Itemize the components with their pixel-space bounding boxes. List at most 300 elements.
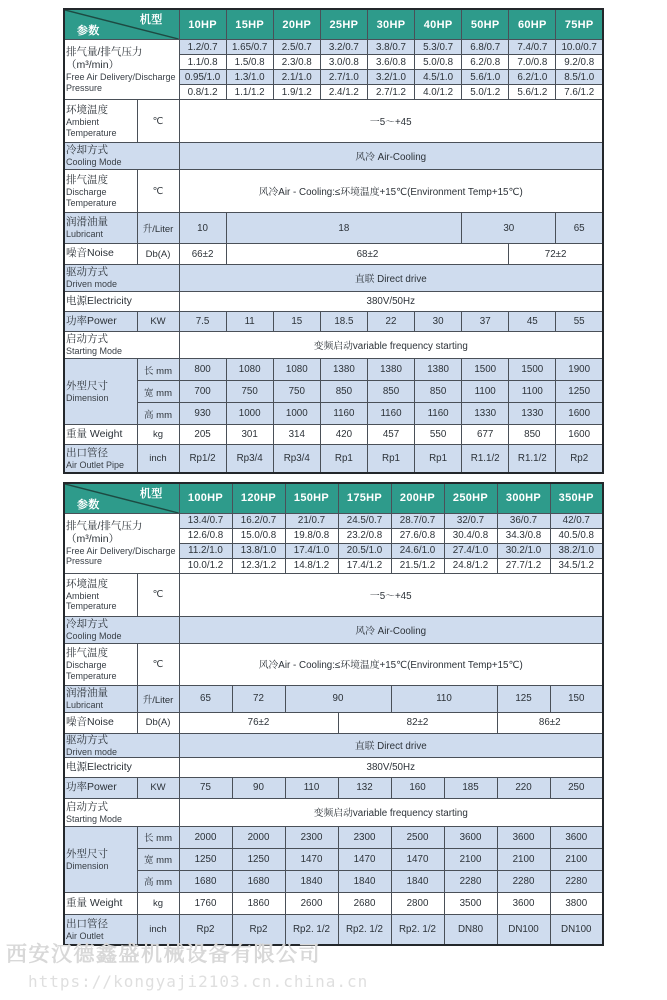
param-label (64, 757, 179, 777)
value-cell: 1330 (462, 403, 509, 425)
value-cell: 13.8/1.0 (232, 543, 285, 558)
column-header-20HP: 20HP (273, 9, 320, 40)
value-cell: 3600 (444, 826, 497, 848)
value-cell: 11.2/1.0 (179, 543, 232, 558)
table-row (64, 425, 603, 445)
value-cell: 20.5/1.0 (338, 543, 391, 558)
value-cell: 9.2/0.8 (556, 55, 603, 70)
value-cell: 4.5/1.0 (415, 70, 462, 85)
value-cell: 76±2 (179, 712, 338, 733)
unit-cell: 长 mm (137, 359, 179, 381)
value-cell: 1160 (415, 403, 462, 425)
value-cell: 72±2 (509, 244, 603, 265)
param-label-en: Lubricant (66, 229, 104, 240)
watermark (6, 943, 368, 991)
table-row (64, 312, 603, 332)
param-label-en: Discharge Temperature (66, 660, 117, 681)
value-cell: 3600 (497, 892, 550, 914)
value-cell: 1250 (556, 381, 603, 403)
param-label (64, 100, 137, 143)
value-cell: Rp2. 1/2 (285, 914, 338, 945)
unit-cell: Db(A) (137, 712, 179, 733)
param-label (64, 616, 179, 643)
value-cell: 550 (415, 425, 462, 445)
table-row (64, 244, 603, 265)
value-cell: Rp2 (179, 914, 232, 945)
column-header-40HP: 40HP (415, 9, 462, 40)
value-cell: 3.2/1.0 (367, 70, 414, 85)
value-cell: 一5～+45 (179, 100, 603, 143)
table-row (64, 332, 603, 359)
value-cell: 677 (462, 425, 509, 445)
value-cell: 1160 (320, 403, 367, 425)
value-cell: 10.0/0.7 (556, 40, 603, 55)
value-cell: 457 (367, 425, 414, 445)
param-label-cn: 出口管径 (66, 446, 108, 459)
value-cell: 直联 Direct drive (179, 733, 603, 757)
value-cell: 82±2 (338, 712, 497, 733)
value-cell: Rp2 (232, 914, 285, 945)
table-row (64, 914, 603, 945)
corner-cell (64, 9, 179, 40)
value-cell: 1840 (338, 870, 391, 892)
unit-cell: Db(A) (137, 244, 179, 265)
param-label (64, 513, 179, 573)
unit-cell: ℃ (137, 573, 179, 616)
param-label-cn: 润滑油量 (66, 216, 108, 229)
column-header-10HP: 10HP (179, 9, 226, 40)
value-cell: 28.7/0.7 (391, 513, 444, 528)
value-cell: 800 (179, 359, 226, 381)
column-header-30HP: 30HP (367, 9, 414, 40)
value-cell: 125 (497, 685, 550, 712)
param-label-en: Cooling Mode (66, 157, 122, 168)
column-header-120HP: 120HP (232, 483, 285, 514)
value-cell: 65 (179, 685, 232, 712)
column-header-350HP: 350HP (550, 483, 603, 514)
value-cell: 314 (273, 425, 320, 445)
param-label-cn: 电源Electricity (66, 760, 132, 773)
table-row (64, 848, 603, 870)
param-label (64, 798, 179, 826)
table-row (64, 40, 603, 55)
table-row (64, 712, 603, 733)
value-cell: 1.1/1.2 (226, 85, 273, 100)
param-label (64, 312, 137, 332)
value-cell: 2.3/0.8 (273, 55, 320, 70)
param-label (64, 892, 137, 914)
table-row (64, 616, 603, 643)
value-cell: 5.6/1.0 (462, 70, 509, 85)
value-cell: 1.1/0.8 (179, 55, 226, 70)
value-cell: 30.4/0.8 (444, 528, 497, 543)
param-label (64, 573, 137, 616)
value-cell: Rp2. 1/2 (391, 914, 444, 945)
param-label-en: Driven mode (66, 746, 118, 757)
value-cell: 36/0.7 (497, 513, 550, 528)
table-row (64, 757, 603, 777)
value-cell: 10.0/1.2 (179, 558, 232, 573)
value-cell: 10 (179, 213, 226, 244)
unit-cell: 高 mm (137, 403, 179, 425)
value-cell: 1160 (367, 403, 414, 425)
value-cell: 2600 (285, 892, 338, 914)
value-cell: 1470 (285, 848, 338, 870)
value-cell: 1500 (509, 359, 556, 381)
value-cell: 1470 (338, 848, 391, 870)
value-cell: 75 (179, 777, 232, 798)
table-row (64, 445, 603, 473)
column-header-50HP: 50HP (462, 9, 509, 40)
table-row (64, 798, 603, 826)
unit-cell: inch (137, 914, 179, 945)
corner-cell (64, 483, 179, 514)
param-label-cn: 冷却方式 (66, 617, 108, 630)
table-row (64, 513, 603, 528)
value-cell: 110 (285, 777, 338, 798)
param-label-en: Driven mode (66, 279, 118, 290)
value-cell: 1250 (179, 848, 232, 870)
value-cell: 变频启动variable frequency starting (179, 332, 603, 359)
param-label-cn: 外型尺寸 (66, 847, 108, 860)
value-cell: 13.4/0.7 (179, 513, 232, 528)
param-label (64, 292, 179, 312)
unit-cell: KW (137, 777, 179, 798)
value-cell: 3.6/0.8 (367, 55, 414, 70)
table-row (64, 143, 603, 170)
value-cell: 2280 (550, 870, 603, 892)
value-cell: Rp1 (320, 445, 367, 473)
param-label-en: Air Outlet (66, 931, 104, 942)
param-label-cn: 噪音Noise (66, 715, 114, 728)
param-label-cn: 排气量/排气压力（m³/min） (66, 46, 143, 72)
value-cell: 24.5/0.7 (338, 513, 391, 528)
value-cell: 30.2/1.0 (497, 543, 550, 558)
table-row (64, 265, 603, 292)
value-cell: 1760 (179, 892, 232, 914)
param-label (64, 914, 137, 945)
corner-param-label: 参数 (77, 25, 100, 37)
value-cell: 7.0/0.8 (509, 55, 556, 70)
param-label-en: Ambient Temperature (66, 590, 117, 612)
value-cell: 34.3/0.8 (497, 528, 550, 543)
param-label-en: Discharge Temperature (66, 187, 117, 208)
param-label-en: Starting Mode (66, 346, 123, 357)
value-cell: 27.4/1.0 (444, 543, 497, 558)
value-cell: 直联 Direct drive (179, 265, 603, 292)
value-cell: 850 (509, 425, 556, 445)
value-cell: 18.5 (320, 312, 367, 332)
unit-cell: 升/Liter (137, 213, 179, 244)
column-header-175HP: 175HP (338, 483, 391, 514)
spec-table-2 (63, 482, 604, 947)
value-cell: 3600 (497, 826, 550, 848)
value-cell: R1.1/2 (509, 445, 556, 473)
value-cell: 1100 (509, 381, 556, 403)
value-cell: 3.2/0.7 (320, 40, 367, 55)
value-cell: 32/0.7 (444, 513, 497, 528)
value-cell: 420 (320, 425, 367, 445)
value-cell: 1500 (462, 359, 509, 381)
value-cell: DN100 (497, 914, 550, 945)
param-label (64, 170, 137, 213)
value-cell: 1250 (232, 848, 285, 870)
param-label-cn: 排气量/排气压力（m³/min） (66, 519, 143, 545)
watermark-company-name: 西安汉德鑫盛机械设备有限公司 (6, 943, 321, 966)
param-label-cn: 外型尺寸 (66, 379, 108, 392)
column-header-75HP: 75HP (556, 9, 603, 40)
value-cell: 42/0.7 (550, 513, 603, 528)
value-cell: 23.2/0.8 (338, 528, 391, 543)
param-label-en: Air Outlet Pipe (66, 459, 125, 470)
column-header-300HP: 300HP (497, 483, 550, 514)
param-label-en: Lubricant (66, 699, 104, 710)
value-cell: 2.7/1.2 (367, 85, 414, 100)
value-cell: 1000 (273, 403, 320, 425)
value-cell: R1.1/2 (462, 445, 509, 473)
value-cell: 21.5/1.2 (391, 558, 444, 573)
param-label-cn: 环境温度 (66, 104, 108, 117)
unit-cell: kg (137, 425, 179, 445)
value-cell: 1840 (391, 870, 444, 892)
value-cell: 185 (444, 777, 497, 798)
value-cell: 变频启动variable frequency starting (179, 798, 603, 826)
value-cell: 1900 (556, 359, 603, 381)
value-cell: 11 (226, 312, 273, 332)
value-cell: 850 (415, 381, 462, 403)
value-cell: 2.4/1.2 (320, 85, 367, 100)
value-cell: 150 (550, 685, 603, 712)
column-header-100HP: 100HP (179, 483, 232, 514)
param-label-cn: 排气温度 (66, 174, 108, 187)
value-cell: 1080 (226, 359, 273, 381)
value-cell: 1380 (367, 359, 414, 381)
value-cell: 7.6/1.2 (556, 85, 603, 100)
value-cell: 37 (462, 312, 509, 332)
table-row (64, 170, 603, 213)
value-cell: 6.8/0.7 (462, 40, 509, 55)
value-cell: 2500 (391, 826, 444, 848)
value-cell: 19.8/0.8 (285, 528, 338, 543)
value-cell: 850 (320, 381, 367, 403)
value-cell: 2300 (285, 826, 338, 848)
param-label-cn: 驱动方式 (66, 733, 108, 746)
value-cell: 2680 (338, 892, 391, 914)
param-label-en: Cooling Mode (66, 630, 122, 641)
value-cell: 0.95/1.0 (179, 70, 226, 85)
param-label (64, 244, 137, 265)
value-cell: 2300 (338, 826, 391, 848)
value-cell: 1600 (556, 425, 603, 445)
value-cell: 2.1/1.0 (273, 70, 320, 85)
unit-cell: 升/Liter (137, 685, 179, 712)
column-header-250HP: 250HP (444, 483, 497, 514)
value-cell: 55 (556, 312, 603, 332)
value-cell: 5.6/1.2 (509, 85, 556, 100)
table-row (64, 733, 603, 757)
table-row (64, 777, 603, 798)
value-cell: 2000 (179, 826, 232, 848)
watermark-url[interactable]: https://kongyaji2103.cn.china.cn (28, 972, 369, 992)
param-label-cn: 电源Electricity (66, 294, 132, 307)
param-label-cn: 驱动方式 (66, 266, 108, 279)
value-cell: 700 (179, 381, 226, 403)
value-cell: 750 (226, 381, 273, 403)
value-cell: DN100 (550, 914, 603, 945)
value-cell: 2100 (444, 848, 497, 870)
param-label (64, 733, 179, 757)
spec-table-1 (63, 8, 604, 474)
value-cell: 90 (232, 777, 285, 798)
param-label-en: Starting Mode (66, 813, 123, 824)
param-label-cn: 环境温度 (66, 577, 108, 590)
param-label-cn: 启动方式 (66, 333, 108, 346)
table-row (64, 100, 603, 143)
param-label (64, 826, 137, 892)
value-cell: 380V/50Hz (179, 292, 603, 312)
value-cell: 3600 (550, 826, 603, 848)
value-cell: 12.3/1.2 (232, 558, 285, 573)
table-row (64, 643, 603, 685)
param-label-cn: 出口管径 (66, 917, 108, 930)
value-cell: Rp1/2 (179, 445, 226, 473)
column-header-200HP: 200HP (391, 483, 444, 514)
value-cell: 1.5/0.8 (226, 55, 273, 70)
value-cell: 45 (509, 312, 556, 332)
param-label-en: Free Air Delivery/Discharge Pressure (66, 545, 176, 567)
value-cell: DN80 (444, 914, 497, 945)
value-cell: 380V/50Hz (179, 757, 603, 777)
value-cell: 2100 (550, 848, 603, 870)
value-cell: 1860 (232, 892, 285, 914)
value-cell: 一5～+45 (179, 573, 603, 616)
value-cell: 27.6/0.8 (391, 528, 444, 543)
table-row (64, 892, 603, 914)
param-label-en: Ambient Temperature (66, 117, 117, 138)
param-label-en: Free Air Delivery/Discharge Pressure (66, 72, 176, 93)
value-cell: 18 (226, 213, 462, 244)
param-label-cn: 排气温度 (66, 647, 108, 660)
value-cell: 5.0/0.8 (415, 55, 462, 70)
value-cell: 1840 (285, 870, 338, 892)
param-label-cn: 噪音Noise (66, 247, 114, 260)
value-cell: 930 (179, 403, 226, 425)
value-cell: 风冷 Air-Cooling (179, 143, 603, 170)
value-cell: 220 (497, 777, 550, 798)
value-cell: 2800 (391, 892, 444, 914)
value-cell: 15 (273, 312, 320, 332)
corner-model-label: 机型 (139, 14, 163, 26)
value-cell: 132 (338, 777, 391, 798)
value-cell: 68±2 (226, 244, 509, 265)
value-cell: 7.4/0.7 (509, 40, 556, 55)
column-header-25HP: 25HP (320, 9, 367, 40)
value-cell: 1380 (320, 359, 367, 381)
value-cell: 27.7/1.2 (497, 558, 550, 573)
value-cell: 24.8/1.2 (444, 558, 497, 573)
unit-cell: 宽 mm (137, 848, 179, 870)
value-cell: 34.5/1.2 (550, 558, 603, 573)
param-label-cn: 重量 Weight (66, 896, 123, 909)
value-cell: Rp3/4 (226, 445, 273, 473)
table-row (64, 685, 603, 712)
param-label-cn: 功率Power (66, 781, 117, 794)
value-cell: 3.0/0.8 (320, 55, 367, 70)
value-cell: 1.2/0.7 (179, 40, 226, 55)
value-cell: 7.5 (179, 312, 226, 332)
param-label (64, 143, 179, 170)
value-cell: 5.0/1.2 (462, 85, 509, 100)
value-cell: 17.4/1.2 (338, 558, 391, 573)
param-label (64, 712, 137, 733)
unit-cell: kg (137, 892, 179, 914)
value-cell: 风冷 Air-Cooling (179, 616, 603, 643)
value-cell: 250 (550, 777, 603, 798)
value-cell: 160 (391, 777, 444, 798)
value-cell: Rp3/4 (273, 445, 320, 473)
param-label (64, 359, 137, 425)
value-cell: 风冷Air - Cooling:≤环境温度+15℃(Environment Temp+15℃) (179, 170, 603, 213)
value-cell: 14.8/1.2 (285, 558, 338, 573)
value-cell: 750 (273, 381, 320, 403)
value-cell: 6.2/0.8 (462, 55, 509, 70)
value-cell: 16.2/0.7 (232, 513, 285, 528)
value-cell: 1680 (179, 870, 232, 892)
param-label-cn: 启动方式 (66, 800, 108, 813)
value-cell: 30 (462, 213, 556, 244)
table-row (64, 292, 603, 312)
table-row (64, 359, 603, 381)
param-label (64, 425, 137, 445)
unit-cell: ℃ (137, 170, 179, 213)
value-cell: 65 (556, 213, 603, 244)
value-cell: 6.2/1.0 (509, 70, 556, 85)
value-cell: Rp2. 1/2 (338, 914, 391, 945)
param-label (64, 40, 179, 100)
unit-cell: 宽 mm (137, 381, 179, 403)
value-cell: 24.6/1.0 (391, 543, 444, 558)
param-label-cn: 冷却方式 (66, 144, 108, 157)
value-cell: 1600 (556, 403, 603, 425)
value-cell: 301 (226, 425, 273, 445)
unit-cell: ℃ (137, 100, 179, 143)
value-cell: 38.2/1.0 (550, 543, 603, 558)
value-cell: 1000 (226, 403, 273, 425)
value-cell: 15.0/0.8 (232, 528, 285, 543)
value-cell: 3.8/0.7 (367, 40, 414, 55)
param-label (64, 265, 179, 292)
unit-cell: inch (137, 445, 179, 473)
param-label-cn: 润滑油量 (66, 686, 108, 699)
column-header-150HP: 150HP (285, 483, 338, 514)
param-label (64, 685, 137, 712)
value-cell: 21/0.7 (285, 513, 338, 528)
table-row (64, 403, 603, 425)
value-cell: 2280 (444, 870, 497, 892)
value-cell: 2.7/1.0 (320, 70, 367, 85)
table-row (64, 381, 603, 403)
column-header-60HP: 60HP (509, 9, 556, 40)
param-label (64, 213, 137, 244)
corner-model-label: 机型 (139, 487, 163, 500)
value-cell: 22 (367, 312, 414, 332)
value-cell: 8.5/1.0 (556, 70, 603, 85)
table-row (64, 573, 603, 616)
value-cell: 90 (285, 685, 391, 712)
value-cell: 86±2 (497, 712, 603, 733)
value-cell: 1080 (273, 359, 320, 381)
param-label (64, 777, 137, 798)
